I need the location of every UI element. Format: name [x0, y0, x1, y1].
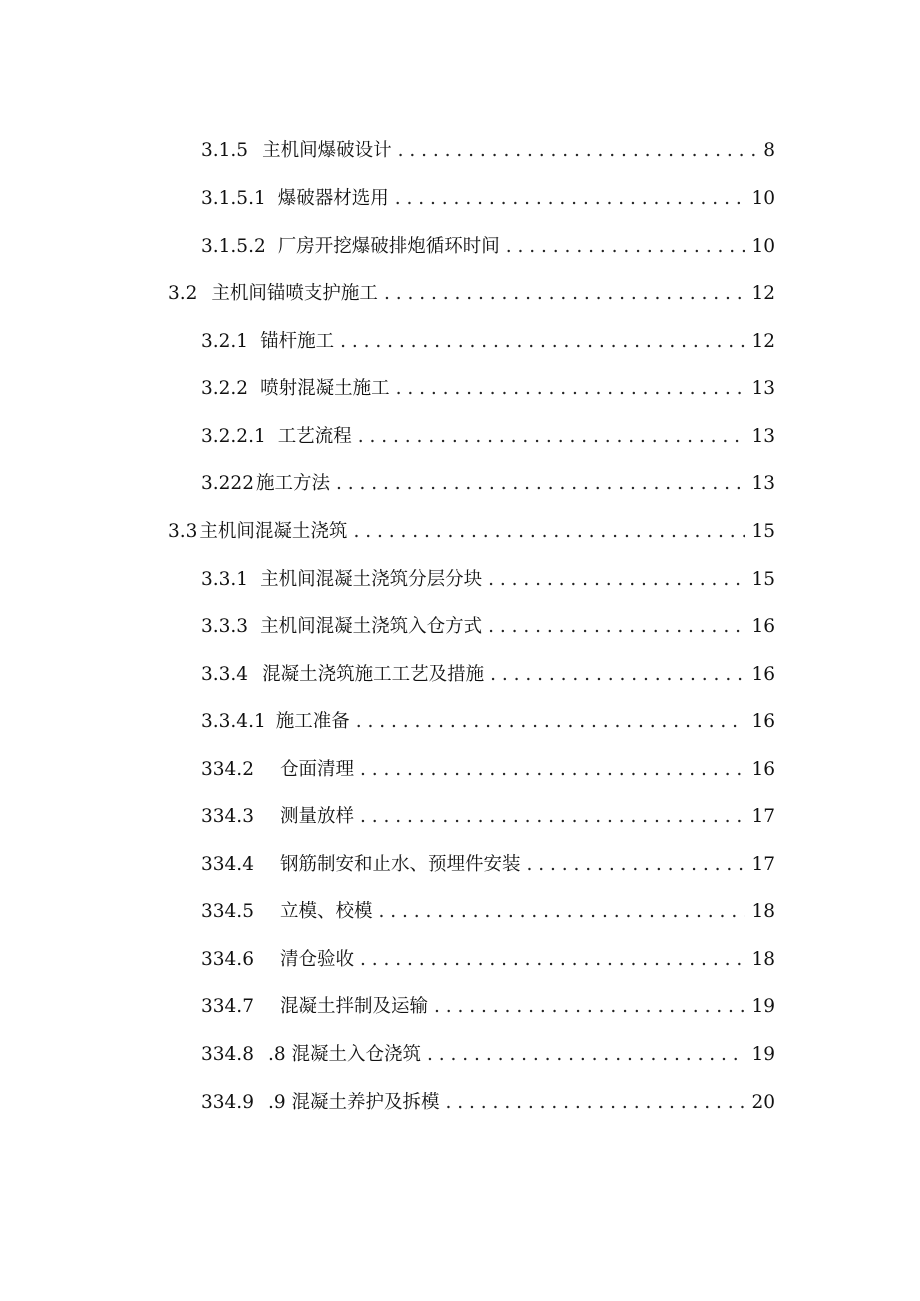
toc-entry[interactable]: [168, 517, 775, 547]
toc-entry-title: 测量放样: [279, 806, 354, 827]
toc-dot-leader: [434, 992, 745, 1022]
toc-dot-leader: [360, 802, 745, 832]
toc-entry-page: 19: [751, 1044, 775, 1065]
toc-entry-number: 3.3.4: [201, 664, 249, 685]
toc-entry-title: 喷射混凝土施工: [260, 378, 390, 399]
toc-entry-page: 17: [751, 854, 775, 875]
toc-entry[interactable]: [201, 1040, 775, 1070]
toc-entry-page: 19: [751, 996, 775, 1017]
toc-entry-number: 3.2: [168, 283, 198, 304]
toc-entry-page: 16: [751, 759, 775, 780]
toc-entry[interactable]: [201, 802, 775, 832]
toc-entry-page: 13: [751, 473, 775, 494]
toc-entry-title: 仓面清理: [279, 759, 354, 780]
toc-entry[interactable]: [201, 136, 775, 166]
toc-entry-number: 3.1.5: [201, 140, 249, 161]
toc-entry[interactable]: [201, 660, 775, 690]
toc-entry-number: 334.6: [201, 949, 254, 970]
toc-entry-number: 3.1.5.2: [201, 236, 266, 257]
toc-entry[interactable]: [201, 992, 775, 1022]
toc-entry[interactable]: [201, 755, 775, 785]
toc-entry-page: 18: [751, 949, 775, 970]
toc-entry-title: 主机间混凝土浇筑分层分块: [260, 569, 483, 590]
toc-entry-page: 13: [751, 426, 775, 447]
toc-entry[interactable]: [201, 707, 775, 737]
toc-dot-leader: [360, 755, 745, 785]
toc-entry[interactable]: [201, 327, 775, 357]
toc-entry-title: 钢筋制安和止水、预埋件安装: [279, 854, 521, 875]
toc-entry-page: 8: [763, 140, 775, 161]
toc-dot-leader: [356, 707, 746, 737]
toc-entry-title: 爆破器材选用: [277, 188, 389, 209]
toc-dot-leader: [396, 374, 746, 404]
toc-entry-page: 18: [751, 901, 775, 922]
toc-entry-title: 混凝土浇筑施工工艺及措施: [262, 664, 485, 685]
toc-entry[interactable]: [201, 565, 775, 595]
toc-entry-page: 10: [751, 188, 775, 209]
toc-entry-number: 3.1.5.1: [201, 188, 266, 209]
toc-entry[interactable]: [201, 422, 775, 452]
toc-dot-leader: [427, 1040, 745, 1070]
toc-entry-page: 13: [751, 378, 775, 399]
toc-entry-number: 334.3: [201, 806, 254, 827]
toc-entry[interactable]: [201, 945, 775, 975]
toc-entry-number: 334.7: [201, 996, 254, 1017]
toc-entry-page: 15: [751, 521, 775, 542]
toc-dot-leader: [398, 136, 758, 166]
toc-entry-title: .9 混凝土养护及拆模: [267, 1092, 440, 1113]
toc-entry[interactable]: [201, 897, 775, 927]
toc-dot-leader: [506, 232, 746, 262]
toc-entry-number: 3.3.1: [201, 569, 249, 590]
toc-entry-title: 清仓验收: [279, 949, 354, 970]
toc-entry[interactable]: [201, 1088, 775, 1118]
toc-entry-number: 3.3.3: [201, 616, 249, 637]
toc-entry-page: 16: [751, 711, 775, 732]
toc-entry-page: 16: [751, 616, 775, 637]
toc-dot-leader: [384, 279, 746, 309]
toc-entry[interactable]: [168, 279, 775, 309]
toc-entry-title: 主机间混凝土浇筑入仓方式: [260, 616, 483, 637]
toc-entry-number: 3.3: [168, 521, 198, 542]
toc-dot-leader: [526, 850, 745, 880]
toc-entry-number: 334.5: [201, 901, 254, 922]
toc-entry[interactable]: [201, 232, 775, 262]
toc-entry-number: 3.2.2.1: [201, 426, 266, 447]
toc-entry-page: 12: [751, 331, 775, 352]
toc-dot-leader: [340, 327, 745, 357]
toc-entry-title: .8 混凝土入仓浇筑: [267, 1044, 422, 1065]
toc-entry[interactable]: [201, 850, 775, 880]
toc-entry-number: 334.2: [201, 759, 254, 780]
toc-dot-leader: [358, 422, 746, 452]
toc-entry-title: 锚杆施工: [260, 331, 335, 352]
toc-dot-leader: [490, 660, 745, 690]
toc-entry-page: 15: [751, 569, 775, 590]
toc-dot-leader: [378, 897, 745, 927]
toc-dot-leader: [360, 945, 745, 975]
toc-entry-page: 20: [751, 1092, 775, 1113]
toc-dot-leader: [336, 469, 745, 499]
toc-entry-number: 3.2.1: [201, 331, 249, 352]
toc-dot-leader: [446, 1088, 746, 1118]
toc-entry-number: 3.3.4.1: [201, 711, 266, 732]
toc-entry-title: 主机间混凝土浇筑: [199, 521, 348, 542]
toc-entry-page: 12: [751, 283, 775, 304]
toc-entry-page: 10: [751, 236, 775, 257]
toc-entry-number: 3.222: [201, 473, 254, 494]
toc-entry-title: 施工方法: [255, 473, 330, 494]
toc-dot-leader: [395, 184, 746, 214]
toc-entry-title: 主机间爆破设计: [262, 140, 392, 161]
toc-entry-title: 混凝土拌制及运输: [279, 996, 428, 1017]
toc-entry-page: 16: [751, 664, 775, 685]
toc-entry[interactable]: [201, 184, 775, 214]
toc-entry[interactable]: [201, 612, 775, 642]
toc-entry-number: 3.2.2: [201, 378, 249, 399]
toc-entry-page: 17: [751, 806, 775, 827]
toc-entry-number: 334.8: [201, 1044, 254, 1065]
toc-entry-title: 立模、校模: [279, 901, 373, 922]
toc-entry-number: 334.9: [201, 1092, 254, 1113]
toc-entry-number: 334.4: [201, 854, 254, 875]
toc-dot-leader: [488, 612, 745, 642]
toc-dot-leader: [488, 565, 745, 595]
toc-entry-title: 厂房开挖爆破排炮循环时间: [277, 236, 500, 257]
toc-entry-title: 施工准备: [275, 711, 350, 732]
toc-entry[interactable]: [201, 469, 775, 499]
toc-entry-title: 工艺流程: [277, 426, 352, 447]
toc-entry-title: 主机间锚喷支护施工: [211, 283, 378, 304]
toc-dot-leader: [353, 517, 745, 547]
toc-entry[interactable]: [201, 374, 775, 404]
